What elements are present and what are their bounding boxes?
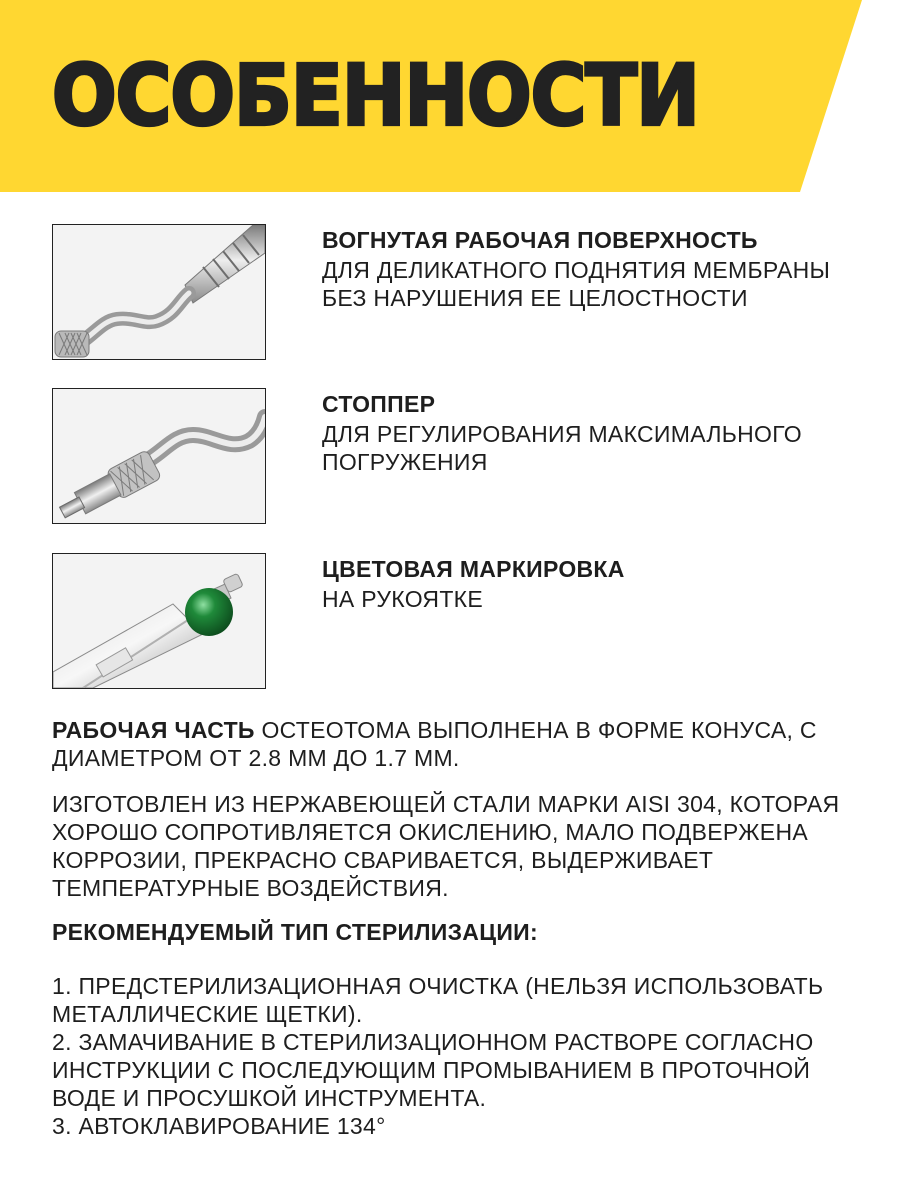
feature-image-stopper <box>52 388 266 524</box>
feature-description: ДЛЯ ДЕЛИКАТНОГО ПОДНЯТИЯ МЕМБРАНЫ БЕЗ НАРУШЕНИЯ ЕЕ ЦЕЛОСТНОСТИ <box>322 257 831 311</box>
sterilization-steps <box>52 972 852 1140</box>
feature-stopper <box>52 388 852 524</box>
feature-color-marking <box>52 553 852 689</box>
feature-description: ДЛЯ РЕГУЛИРОВАНИЯ МАКСИМАЛЬНОГО ПОГРУЖЕНИЯ <box>322 421 802 475</box>
material-paragraph: ИЗГОТОВЛЕН ИЗ НЕРЖАВЕЮЩЕЙ СТАЛИ МАРКИ AISI 304, КОТОРАЯ ХОРОШО СОПРОТИВЛЯЕТСЯ ОКИСЛЕНИЮ, МАЛО ПОДВЕРЖЕНА КОРРОЗИИ, ПРЕКРАСНО СВАРИВАЕТСЯ, ВЫДЕРЖИВАЕТ ТЕМПЕРАТУРНЫЕ ВОЗДЕЙСТВИЯ. <box>52 791 840 901</box>
feature-text <box>322 555 842 613</box>
feature-text <box>322 390 842 476</box>
feature-title: ЦВЕТОВАЯ МАРКИРОВКА <box>322 556 625 582</box>
sterilization-step: 2. ЗАМАЧИВАНИЕ В СТЕРИЛИЗАЦИОННОМ РАСТВОРЕ СОГЛАСНО ИНСТРУКЦИИ С ПОСЛЕДУЮЩИМ ПРОМЫВАНИЕМ В ПРОТОЧНОЙ ВОДЕ И ПРОСУШКОЙ ИНСТРУМЕНТА. <box>52 1029 814 1111</box>
sterilization-step: 3. АВТОКЛАВИРОВАНИЕ 134° <box>52 1113 386 1139</box>
feature-concave-surface <box>52 224 852 360</box>
feature-title: ВОГНУТАЯ РАБОЧАЯ ПОВЕРХНОСТЬ <box>322 227 758 253</box>
feature-image-curved-tip <box>52 224 266 360</box>
working-part-paragraph <box>52 716 852 772</box>
feature-text <box>322 226 842 312</box>
working-part-lead: РАБОЧАЯ ЧАСТЬ <box>52 717 255 743</box>
header-banner <box>0 0 900 192</box>
page-title: ОСОБЕННОСТИ <box>52 46 699 145</box>
feature-title: СТОППЕР <box>322 391 436 417</box>
working-part-text: ОСТЕОТОМА ВЫПОЛНЕНА В ФОРМЕ КОНУСА, С ДИАМЕТРОМ ОТ 2.8 ММ ДО 1.7 ММ. <box>52 717 817 771</box>
sterilization-heading: РЕКОМЕНДУЕМЫЙ ТИП СТЕРИЛИЗАЦИИ: <box>52 919 538 945</box>
feature-image-color-marker <box>52 553 266 689</box>
feature-description: НА РУКОЯТКЕ <box>322 586 484 612</box>
sterilization-step: 1. ПРЕДСТЕРИЛИЗАЦИОННАЯ ОЧИСТКА (НЕЛЬЗЯ ИСПОЛЬЗОВАТЬ МЕТАЛЛИЧЕСКИЕ ЩЕТКИ). <box>52 973 824 1027</box>
